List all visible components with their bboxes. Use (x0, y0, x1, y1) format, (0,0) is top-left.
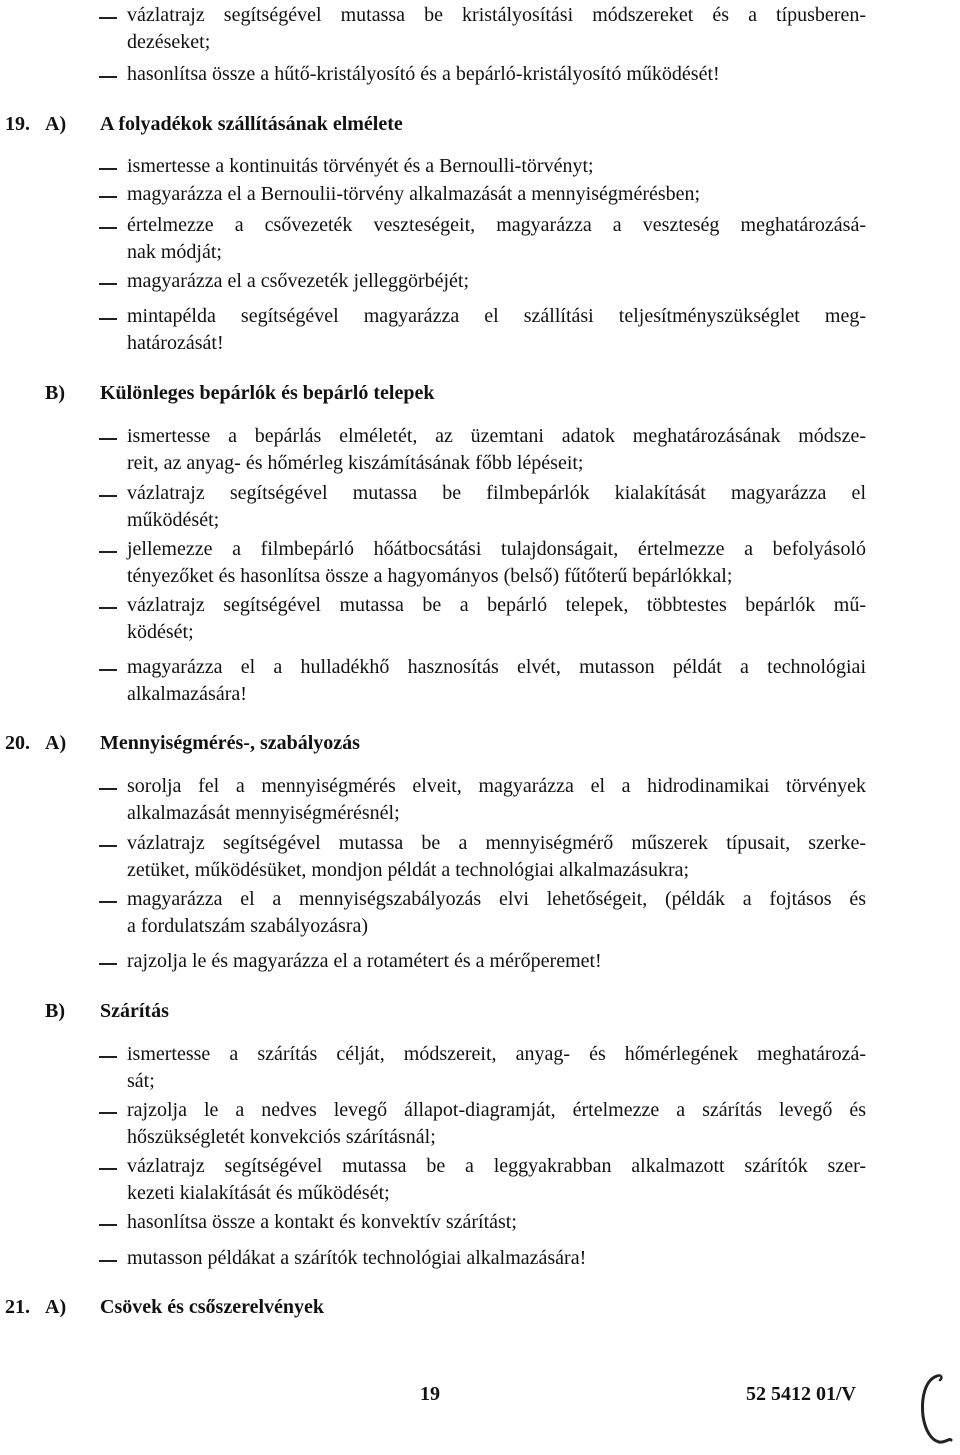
bullet-dash (99, 318, 117, 320)
list-item-line: ismertesse a szárítás célját, módszereit, anyag- és hőmérlegének meghatározá- (127, 1043, 866, 1065)
part-title: Különleges bepárlók és bepárló telepek (100, 382, 435, 404)
list-item (127, 423, 866, 477)
bullet-dash (99, 788, 117, 790)
list-item-line: ködését; (127, 621, 194, 643)
part-title: Mennyiségmérés-, szabályozás (100, 732, 360, 754)
list-item (127, 2, 866, 56)
list-item (127, 948, 866, 975)
list-item-line: ismertesse a bepárlás elméletét, az üzemtani adatok meghatározásának módsze- (127, 425, 866, 447)
bullet-dash (99, 495, 117, 497)
list-item (127, 303, 866, 357)
list-item (127, 1097, 866, 1151)
list-item (127, 536, 866, 590)
part-title: Szárítás (100, 1000, 169, 1022)
list-item-line: dezéseket; (127, 31, 211, 53)
bullet-dash (99, 196, 117, 198)
bullet-dash (99, 283, 117, 285)
bullet-dash (99, 901, 117, 903)
list-item (127, 181, 866, 208)
bullet-dash (99, 1260, 117, 1262)
list-item-line: tényezőket és hasonlítsa össze a hagyományos (belső) fűtőterű bepárlókkal; (127, 565, 733, 587)
list-item (127, 268, 866, 295)
section-number: 21. (5, 1296, 30, 1318)
bullet-dash (99, 17, 117, 19)
bullet-dash (99, 168, 117, 170)
bullet-dash (99, 1112, 117, 1114)
list-item-line: vázlatrajz segítségével mutassa be filmbepárlók kialakítását magyarázza el (127, 482, 866, 504)
bullet-dash (99, 607, 117, 609)
list-item (127, 830, 866, 884)
list-item (127, 1153, 866, 1207)
part-title: Csövek és csőszerelvények (100, 1296, 325, 1318)
list-item-line: ismertesse a kontinuitás törvényét és a Bernoulli-törvényt; (127, 155, 594, 177)
list-item-line: határozását! (127, 332, 224, 354)
signature-mark (915, 1368, 955, 1448)
bullet-dash (99, 845, 117, 847)
list-item-line: hasonlítsa össze a kontakt és konvektív szárítást; (127, 1211, 517, 1233)
section-number: 20. (5, 732, 30, 754)
list-item-line: zetüket, működésüket, mondjon példát a technológiai alkalmazásukra; (127, 859, 690, 881)
part-letter: A) (45, 1296, 67, 1318)
list-item-line: nak módját; (127, 241, 222, 263)
list-item-line: hőszükségletét konvekciós szárításnál; (127, 1126, 436, 1148)
list-item (127, 212, 866, 266)
list-item (127, 1041, 866, 1095)
list-item-line: rajzolja le a nedves levegő állapot-diagramját, értelmezze a szárítás levegő és (127, 1099, 866, 1121)
list-item-line: vázlatrajz segítségével mutassa be a mennyiségmérő műszerek típusait, szerke- (127, 832, 866, 854)
bullet-dash (99, 438, 117, 440)
bullet-dash (99, 551, 117, 553)
list-item-line: reit, az anyag- és hőmérleg kiszámításának főbb lépéseit; (127, 452, 584, 474)
list-item-line: magyarázza el a hulladékhő hasznosítás elvét, mutasson példát a technológiai (127, 656, 866, 678)
list-item-line: sát; (127, 1070, 155, 1092)
list-item-line: mintapélda segítségével magyarázza el szállítási teljesítményszükséglet meg- (127, 305, 866, 327)
list-item-line: alkalmazását mennyiségmérésnél; (127, 802, 400, 824)
list-item-line: magyarázza el a Bernoulii-törvény alkalmazását a mennyiségmérésben; (127, 183, 701, 205)
list-item-line: magyarázza el a mennyiségszabályozás elvi lehetőségeit, (példák a fojtásos és (127, 888, 866, 910)
bullet-dash (99, 1056, 117, 1058)
list-item-line: magyarázza el a csővezeték jelleggörbéjét; (127, 270, 470, 292)
list-item (127, 153, 866, 180)
bullet-dash (99, 227, 117, 229)
list-item (127, 886, 866, 940)
section-number: 19. (5, 113, 30, 135)
list-item-line: kezeti kialakítását és működését; (127, 1182, 390, 1204)
part-letter: B) (45, 1000, 65, 1022)
list-item (127, 61, 866, 88)
list-item (127, 592, 866, 646)
list-item-line: sorolja fel a mennyiségmérés elveit, magyarázza el a hidrodinamikai törvények (127, 775, 866, 797)
part-letter: B) (45, 382, 65, 404)
part-letter: A) (45, 113, 67, 135)
list-item-line: vázlatrajz segítségével mutassa be a leggyakrabban alkalmazott szárítók szer- (127, 1155, 866, 1177)
list-item-line: rajzolja le és magyarázza el a rotamétert és a mérőperemet! (127, 950, 602, 972)
list-item-line: vázlatrajz segítségével mutassa be kristályosítási módszereket és a típusberen- (127, 4, 866, 26)
list-item-line: a fordulatszám szabályozásra) (127, 915, 368, 937)
bullet-dash (99, 1168, 117, 1170)
list-item (127, 480, 866, 534)
list-item (127, 1245, 866, 1272)
part-title: A folyadékok szállításának elmélete (100, 113, 403, 135)
list-item-line: működését; (127, 509, 220, 531)
list-item-line: hasonlítsa össze a hűtő-kristályosító és a bepárló-kristályosító működését! (127, 63, 720, 85)
list-item-line: mutasson példákat a szárítók technológiai alkalmazására! (127, 1247, 587, 1269)
bullet-dash (99, 963, 117, 965)
list-item (127, 654, 866, 708)
part-letter: A) (45, 732, 67, 754)
bullet-dash (99, 76, 117, 78)
bullet-dash (99, 1224, 117, 1226)
list-item (127, 773, 866, 827)
list-item-line: alkalmazására! (127, 683, 247, 705)
document-code: 52 5412 01/V (746, 1383, 856, 1405)
bullet-dash (99, 669, 117, 671)
list-item (127, 1209, 866, 1236)
list-item-line: értelmezze a csővezeték veszteségeit, magyarázza a veszteség meghatározásá- (127, 214, 866, 236)
list-item-line: vázlatrajz segítségével mutassa be a bepárló telepek, többtestes bepárlók mű- (127, 594, 866, 616)
list-item-line: jellemezze a filmbepárló hőátbocsátási tulajdonságait, értelmezze a befolyásoló (127, 538, 866, 560)
page-number: 19 (420, 1383, 440, 1405)
